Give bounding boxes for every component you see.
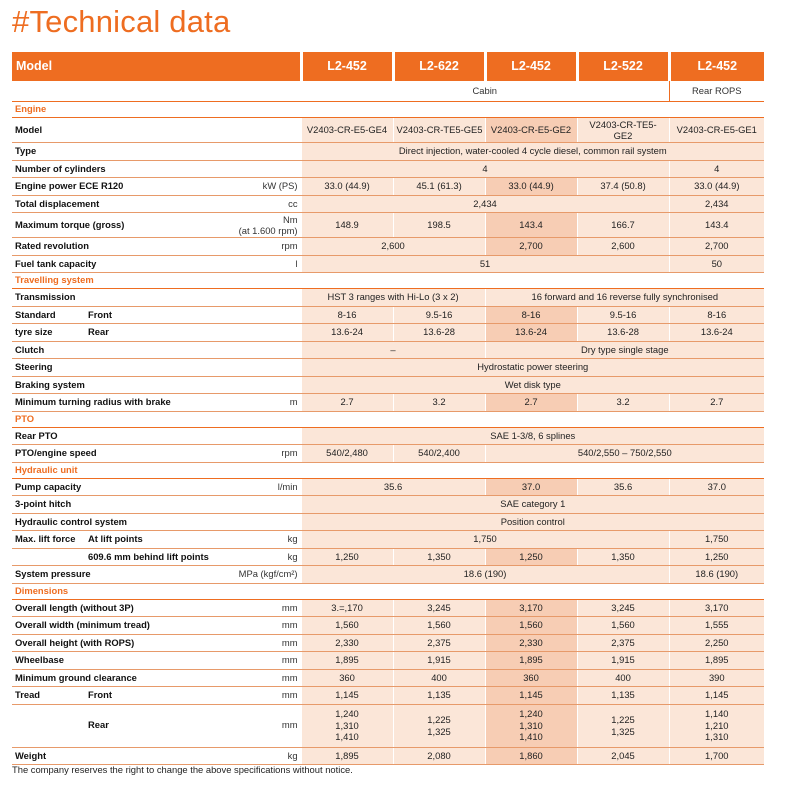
row-control: Hydraulic control system Position control (12, 513, 764, 531)
row-lift-behind: 609.6 mm behind lift points kg 1,250 1,350 1,250 1,350 1,250 (12, 548, 764, 566)
row-clutch: Clutch – Dry type single stage (12, 341, 764, 359)
row-tread-rear: Rear mm 1,240 1,310 1,410 1,225 1,325 1,240 1,310 1,410 1,225 1,325 1,140 1,210 1,310 (12, 704, 764, 747)
row-steering: Steering Hydrostatic power steering (12, 359, 764, 377)
row-rear-pto: Rear PTO SAE 1-3/8, 6 splines (12, 427, 764, 445)
row-transmission: Transmission HST 3 ranges with Hi-Lo (3 x 2) 16 forward and 16 reverse fully synchronised (12, 289, 764, 307)
row-lift-at: Max. lift force At lift points kg 1,750 1,750 (12, 531, 764, 549)
header-label: Model (12, 52, 301, 81)
row-length: Overall length (without 3P) mm 3.=,170 3,245 3,170 3,245 3,170 (12, 599, 764, 617)
section-hydraulic: Hydraulic unit (12, 462, 764, 478)
row-tyre-rear: tyre size Rear 13.6-24 13.6-28 13.6-24 13.6-28 13.6-24 (12, 324, 764, 342)
section-engine: Engine (12, 102, 764, 118)
row-hitch: 3-point hitch SAE category 1 (12, 496, 764, 514)
model-col-1: L2-452 (301, 52, 393, 81)
row-tread-front: Tread Front mm 1,145 1,135 1,145 1,135 1,145 (12, 687, 764, 705)
row-torque: Maximum torque (gross) Nm (at 1.600 rpm) 148.9 198.5 143.4 166.7 143.4 (12, 213, 764, 238)
section-pto: PTO (12, 411, 764, 427)
row-engine-power: Engine power ECE R120 kW (PS) 33.0 (44.9) 45.1 (61.3) 33.0 (44.9) 37.4 (50.8) 33.0 (44.9) (12, 178, 764, 196)
variant-row (12, 81, 764, 102)
row-wheelbase: Wheelbase mm 1,895 1,915 1,895 1,915 1,895 (12, 652, 764, 670)
model-col-2: L2-622 (393, 52, 485, 81)
model-col-5: L2-452 (669, 52, 764, 81)
page-title: #Technical data (12, 4, 231, 39)
model-col-4: L2-522 (577, 52, 669, 81)
footnote: The company reserves the right to change the above specifications without notice. (12, 764, 353, 775)
row-pto-speed: PTO/engine speed rpm 540/2,480 540/2,400 540/2,550 – 750/2,550 (12, 445, 764, 463)
variant-cabin: Cabin (301, 81, 669, 102)
variant-rops: Rear ROPS (669, 81, 764, 102)
row-width: Overall width (minimum tread) mm 1,560 1,560 1,560 1,560 1,555 (12, 617, 764, 635)
row-cylinders: Number of cylinders 4 4 (12, 160, 764, 178)
technical-data-table (12, 52, 764, 765)
row-weight: Weight kg 1,895 2,080 1,860 2,045 1,700 (12, 747, 764, 765)
row-fuel: Fuel tank capacity l 51 50 (12, 255, 764, 273)
row-revolution: Rated revolution rpm 2,600 2,700 2,600 2,700 (12, 238, 764, 256)
row-turning: Minimum turning radius with brake m 2.7 3.2 2.7 3.2 2.7 (12, 394, 764, 412)
row-braking: Braking system Wet disk type (12, 376, 764, 394)
model-header-row (12, 52, 764, 81)
row-pump: Pump capacity l/min 35.6 37.0 35.6 37.0 (12, 478, 764, 496)
row-pressure: System pressure MPa (kgf/cm²) 18.6 (190) 18.6 (190) (12, 566, 764, 584)
row-tyre-front: Standard Front 8-16 9.5-16 8-16 9.5-16 8-16 (12, 306, 764, 324)
row-height: Overall height (with ROPS) mm 2,330 2,375 2,330 2,375 2,250 (12, 634, 764, 652)
row-engine-model: Model V2403-CR-E5-GE4 V2403-CR-TE5-GE5 V2403-CR-E5-GE2 V2403-CR-TE5-GE2 V2403-CR-E5-GE1 (12, 118, 764, 143)
model-col-3: L2-452 (485, 52, 577, 81)
section-dimensions: Dimensions (12, 583, 764, 599)
section-travel: Travelling system (12, 273, 764, 289)
row-displacement: Total displacement cc 2,434 2,434 (12, 195, 764, 213)
row-clearance: Minimum ground clearance mm 360 400 360 400 390 (12, 669, 764, 687)
row-type: Type Direct injection, water-cooled 4 cycle diesel, common rail system (12, 143, 764, 161)
